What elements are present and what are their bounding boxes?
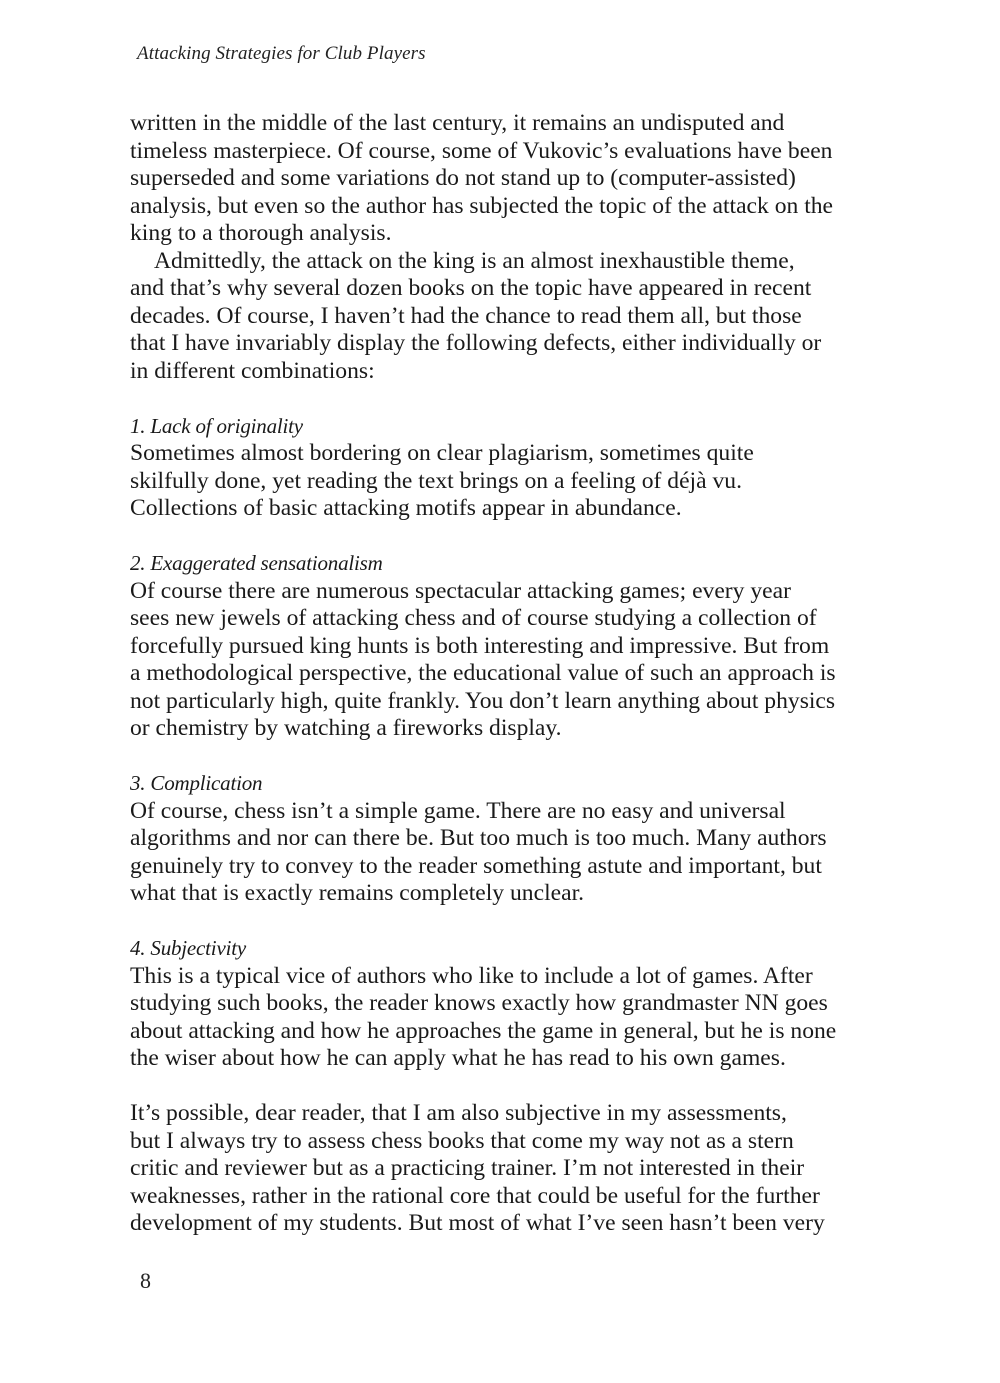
text-line: Collections of basic attacking motifs appear in abundance. <box>130 495 682 521</box>
section-heading: 4. Subjectivity <box>130 936 246 960</box>
text-line: Of course there are numerous spectacular attacking games; every year <box>130 577 791 604</box>
text-line: It’s possible, dear reader, that I am also subjective in my assessments, <box>130 1100 787 1126</box>
text-line: timeless masterpiece. Of course, some of Vukovic’s evaluations have been <box>130 137 833 164</box>
text-line: decades. Of course, I haven’t had the chance to read them all, but those <box>130 302 802 329</box>
section-heading: 3. Complication <box>130 771 263 795</box>
text-line: analysis, but even so the author has subjected the topic of the attack on the <box>130 192 834 219</box>
section-paragraph <box>130 963 870 1073</box>
text-line: about attacking and how he approaches the game in general, but he is none <box>130 1017 837 1044</box>
defect-section-4 <box>130 935 870 1073</box>
text-line: and that’s why several dozen books on the topic have appeared in recent <box>130 275 812 301</box>
text-line: but I always try to assess chess books that come my way not as a stern <box>130 1127 794 1154</box>
text-line: studying such books, the reader knows exactly how grandmaster NN goes <box>130 990 828 1016</box>
section-paragraph <box>130 440 870 523</box>
running-head-title: Attacking Strategies for Club Players <box>137 43 426 64</box>
intro-paragraph <box>130 110 870 248</box>
text-line: development of my students. But most of what I’ve seen hasn’t been very <box>130 1210 825 1236</box>
text-line: a methodological perspective, the educational value of such an approach is <box>130 660 836 686</box>
text-line: king to a thorough analysis. <box>130 220 392 246</box>
text-line: genuinely try to convey to the reader something astute and important, but <box>130 852 822 879</box>
text-line: superseded and some variations do not stand up to (computer-assisted) <box>130 165 796 191</box>
text-line: the wiser about how he can apply what he has read to his own games. <box>130 1045 786 1071</box>
page-number: 8 <box>140 1268 151 1293</box>
text-line: what that is exactly remains completely unclear. <box>130 880 585 906</box>
text-line: algorithms and nor can there be. But too much is too much. Many authors <box>130 825 827 851</box>
text-line: Of course, chess isn’t a simple game. There are no easy and universal <box>130 797 786 824</box>
text-line: in different combinations: <box>130 357 375 384</box>
section-heading: 1. Lack of originality <box>130 413 303 438</box>
text-line: Sometimes almost bordering on clear plagiarism, sometimes quite <box>130 440 754 466</box>
text-line: written in the middle of the last century, it remains an undisputed and <box>130 110 785 136</box>
text-line: skilfully done, yet reading the text brings on a feeling of déjà vu. <box>130 467 742 494</box>
text-line: not particularly high, quite frankly. You don’t learn anything about physics <box>130 687 836 714</box>
text-line: This is a typical vice of authors who like to include a lot of games. After <box>130 962 813 989</box>
text-line: critic and reviewer but as a practicing trainer. I’m not interested in their <box>130 1155 805 1181</box>
second-paragraph <box>130 248 870 386</box>
text-line: or chemistry by watching a fireworks display. <box>130 715 562 741</box>
text-line: sees new jewels of attacking chess and of course studying a collection of <box>130 605 817 631</box>
defect-section-1 <box>130 413 870 523</box>
section-paragraph <box>130 578 870 743</box>
section-paragraph <box>130 798 870 908</box>
page-body <box>130 110 870 1238</box>
closing-paragraph <box>130 1100 870 1238</box>
defect-section-3 <box>130 770 870 908</box>
section-heading: 2. Exaggerated sensationalism <box>130 551 383 575</box>
text-line: weaknesses, rather in the rational core that could be useful for the further <box>130 1182 820 1209</box>
text-line: Admittedly, the attack on the king is an almost inexhaustible theme, <box>154 247 795 274</box>
defect-section-2 <box>130 550 870 743</box>
text-line: forcefully pursued king hunts is both interesting and impressive. But from <box>130 632 830 659</box>
text-line: that I have invariably display the following defects, either individually or <box>130 330 822 356</box>
